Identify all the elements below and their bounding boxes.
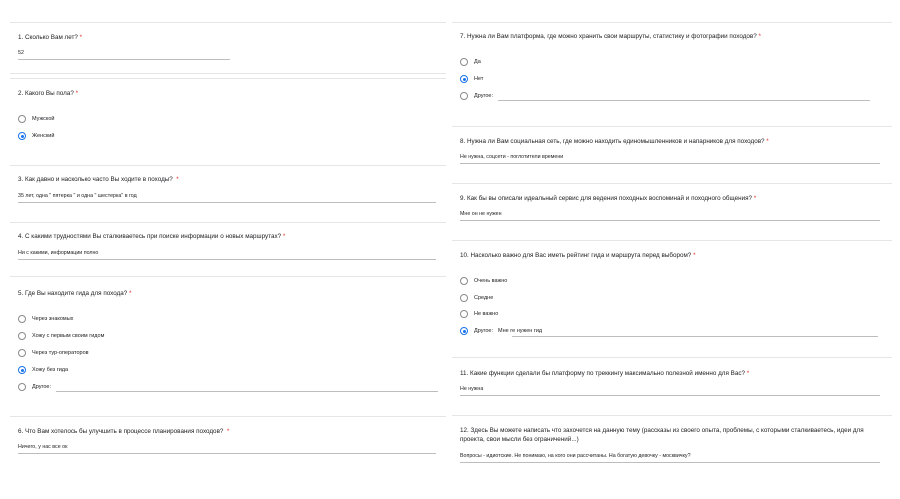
option-other[interactable]: Другое:	[18, 382, 438, 392]
radio-icon[interactable]	[460, 294, 468, 302]
question-title: 9. Как бы вы описали идеальный сервис для ведения походных воспоминай и походного общения? *	[460, 195, 757, 202]
question-card-2	[10, 78, 446, 159]
hiking-frequency-answer[interactable]: 35 лет, одна " пятерка " и одна " шестерка" в год	[18, 193, 436, 203]
required-mark: *	[758, 33, 761, 40]
other-input[interactable]	[498, 95, 870, 101]
question-card-3	[10, 165, 446, 221]
question-card-5	[10, 276, 446, 411]
radio-icon[interactable]	[18, 383, 26, 391]
option-no[interactable]: Нет	[460, 74, 884, 84]
question-title: 4. С какими трудностями Вы сталкиваетесь при поиске информации о новых маршрутах? *	[18, 233, 286, 240]
required-mark: *	[753, 195, 757, 202]
required-mark: *	[129, 290, 132, 297]
question-title: 3. Как давно и насколько часто Вы ходите в походы? *	[18, 176, 179, 183]
radio-icon[interactable]	[460, 58, 468, 66]
option-tour-operators[interactable]: Через тур-операторов	[18, 348, 438, 358]
question-title: 11. Какие функции сделали бы платформу по треккингу максимально полезной именно для Вас? *	[460, 370, 750, 377]
option-medium[interactable]: Средне	[460, 293, 884, 303]
radio-checked-icon[interactable]	[460, 327, 468, 335]
free-text-answer[interactable]: Вопросы - идиотские. Не понимаю, на кого они рассчитаны. На богатую девочку - москвичку?	[460, 453, 880, 463]
option-very-important[interactable]: Очень важно	[460, 276, 884, 286]
option-not-important[interactable]: Не важно	[460, 309, 884, 319]
option-through-friends[interactable]: Через знакомых	[18, 314, 438, 324]
radio-checked-icon[interactable]	[460, 75, 468, 83]
required-mark: *	[693, 252, 696, 259]
radio-icon[interactable]	[460, 92, 468, 100]
other-input[interactable]: Мне ге нужен гид	[498, 328, 543, 334]
radio-checked-icon[interactable]	[18, 366, 26, 374]
question-title: 12. Здесь Вы можете написать что захочется на данную тему (рассказы из своего опыта, проблемы, с которыми сталкиваетесь, идеи для проекта, свои мысли без ограничений...)	[460, 427, 864, 443]
question-title: 6. Что Вам хотелось бы улучшить в процессе планирования походов? *	[18, 428, 230, 435]
required-mark: *	[176, 176, 179, 183]
divider	[10, 73, 446, 74]
improvement-answer[interactable]: Ничего, у нас все ок	[18, 444, 436, 454]
radio-icon[interactable]	[18, 349, 26, 357]
radio-checked-icon[interactable]	[18, 132, 26, 140]
radio-icon[interactable]	[18, 315, 26, 323]
required-mark: *	[75, 90, 79, 97]
question-title: 7. Нужна ли Вам платформа, где можно хранить свои маршруты, статистику и фотографии походов? *	[460, 33, 761, 40]
question-card-7	[452, 22, 892, 123]
question-card-4	[10, 222, 446, 273]
question-card-1	[10, 22, 446, 75]
option-other[interactable]: Другое: Мне ге нужен гид	[460, 326, 884, 336]
required-mark: *	[746, 370, 750, 377]
option-male[interactable]: Мужской	[18, 114, 438, 124]
option-no-guide[interactable]: Хожу без гида	[18, 365, 438, 375]
question-card-8	[452, 126, 892, 179]
question-card-9	[452, 183, 892, 236]
question-card-10	[452, 240, 892, 351]
required-mark: *	[766, 138, 769, 145]
age-answer-field[interactable]: 52	[18, 50, 230, 60]
other-underline	[512, 336, 878, 337]
question-title: 2. Какого Вы пола? *	[18, 90, 79, 97]
question-card-6	[10, 416, 446, 467]
question-title: 1. Сколько Вам лет? *	[18, 34, 83, 41]
question-title: 8. Нужна ли Вам социальная сеть, где можно находить единомышленников и напарников для походов? *	[460, 138, 769, 145]
radio-icon[interactable]	[460, 277, 468, 285]
difficulties-answer[interactable]: Ни с какими, информации полно	[18, 250, 436, 260]
social-network-answer[interactable]: Не нужна, соцсети - поглотители времени	[460, 154, 880, 164]
required-mark: *	[282, 233, 286, 240]
other-input[interactable]	[56, 386, 438, 392]
radio-icon[interactable]	[18, 115, 26, 123]
required-mark: *	[226, 428, 230, 435]
radio-icon[interactable]	[460, 310, 468, 318]
question-title: 5. Где Вы находите гида для похода? *	[18, 290, 132, 297]
question-card-12	[452, 415, 892, 476]
features-answer[interactable]: Не нужна	[460, 386, 880, 396]
question-title: 10. Насколько важно для Вас иметь рейтинг гида и маршрута перед выбором? *	[460, 252, 696, 259]
option-female[interactable]: Женский	[18, 131, 438, 141]
option-other[interactable]: Другое:	[460, 91, 884, 101]
required-mark: *	[79, 34, 83, 41]
radio-icon[interactable]	[18, 332, 26, 340]
option-first-guide[interactable]: Хожу с первым своим гидом	[18, 331, 438, 341]
option-yes[interactable]: Да	[460, 57, 884, 67]
ideal-service-answer[interactable]: Мне он не нужен	[460, 211, 880, 221]
question-card-11	[452, 357, 892, 410]
